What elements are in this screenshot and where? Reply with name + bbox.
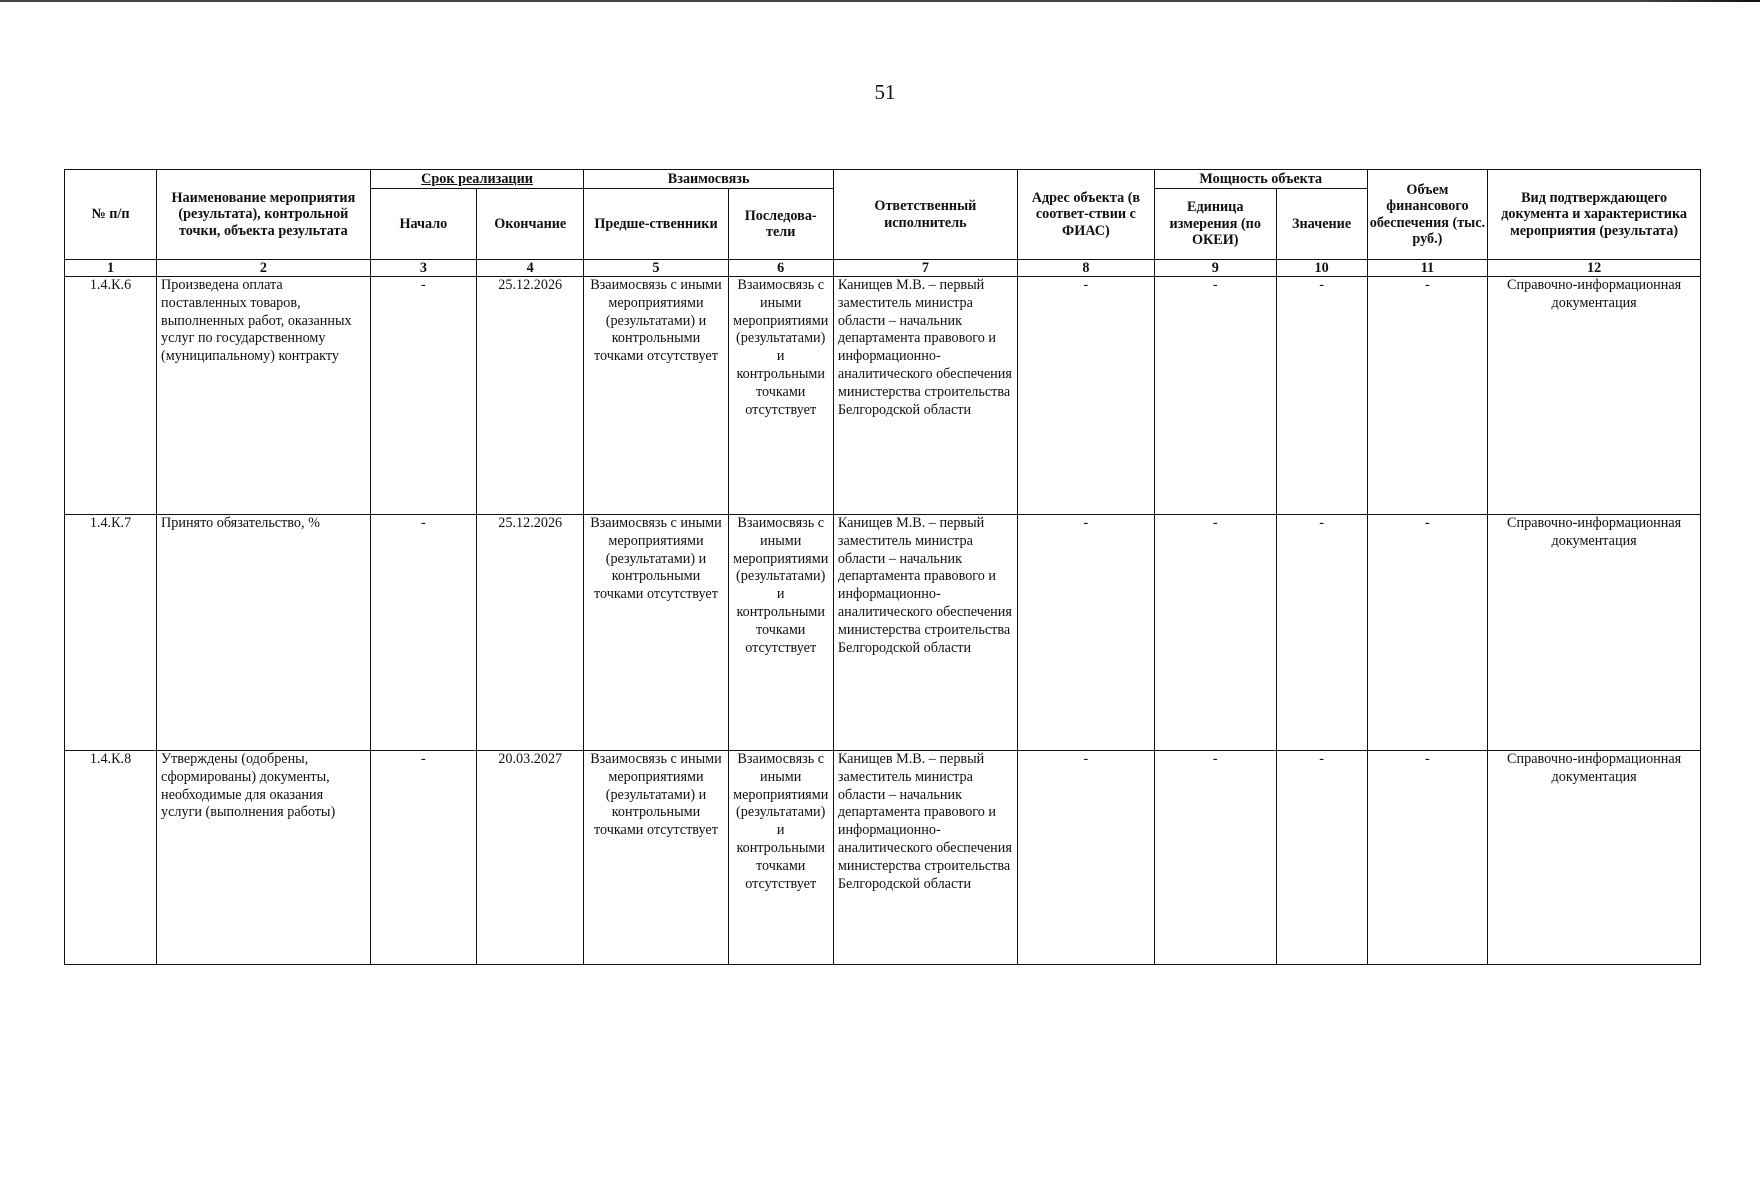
header-term-end: Окончание <box>477 189 584 260</box>
column-number: 12 <box>1488 260 1701 277</box>
row-value: - <box>1276 515 1367 751</box>
plan-table <box>64 169 1701 965</box>
table-row <box>65 751 1701 965</box>
header-name: Наименование мероприятия (результата), контрольной точки, объекта результата <box>157 170 371 260</box>
row-start: - <box>370 751 476 965</box>
header-link-prev: Предше-ственники <box>584 189 728 260</box>
column-number: 2 <box>157 260 371 277</box>
header-finance: Объем финансового обеспечения (тыс. руб.) <box>1367 170 1488 260</box>
header-power-group: Мощность объекта <box>1154 170 1367 189</box>
row-next: Взаимосвязь с иными мероприятиями (результатами) и контрольными точками отсутствует <box>728 751 833 965</box>
row-next: Взаимосвязь с иными мероприятиями (результатами) и контрольными точками отсутствует <box>728 515 833 751</box>
row-unit: - <box>1154 515 1276 751</box>
row-start: - <box>370 515 476 751</box>
row-finance: - <box>1367 751 1488 965</box>
row-name: Произведена оплата поставленных товаров, выполненных работ, оказанных услуг по государственному (муниципальному) контракту <box>157 277 371 515</box>
row-doc: Справочно-информационная документация <box>1488 277 1701 515</box>
row-code: 1.4.К.6 <box>65 277 157 515</box>
row-responsible: Канищев М.В. – первый заместитель министра области – начальник департамента правового и информационно-аналитического обеспечения министерства строительства Белгородской области <box>833 751 1017 965</box>
row-prev: Взаимосвязь с иными мероприятиями (результатами) и контрольными точками отсутствует <box>584 751 728 965</box>
header-responsible: Ответственный исполнитель <box>833 170 1017 260</box>
row-prev: Взаимосвязь с иными мероприятиями (результатами) и контрольными точками отсутствует <box>584 515 728 751</box>
row-code: 1.4.К.8 <box>65 751 157 965</box>
row-end: 25.12.2026 <box>477 515 584 751</box>
row-value: - <box>1276 751 1367 965</box>
page-number: 51 <box>874 80 896 104</box>
row-doc: Справочно-информационная документация <box>1488 751 1701 965</box>
scan-top-edge <box>0 0 1760 2</box>
row-address: - <box>1017 751 1154 965</box>
table-row <box>65 277 1701 515</box>
row-end: 20.03.2027 <box>477 751 584 965</box>
header-value: Значение <box>1276 189 1367 260</box>
column-number: 6 <box>728 260 833 277</box>
row-end: 25.12.2026 <box>477 277 584 515</box>
column-number: 5 <box>584 260 728 277</box>
row-name: Утверждены (одобрены, сформированы) документы, необходимые для оказания услуги (выполнения работы) <box>157 751 371 965</box>
row-unit: - <box>1154 751 1276 965</box>
header-address: Адрес объекта (в соответ-ствии с ФИАС) <box>1017 170 1154 260</box>
column-number: 4 <box>477 260 584 277</box>
row-responsible: Канищев М.В. – первый заместитель министра области – начальник департамента правового и информационно-аналитического обеспечения министерства строительства Белгородской области <box>833 277 1017 515</box>
column-number: 7 <box>833 260 1017 277</box>
row-code: 1.4.К.7 <box>65 515 157 751</box>
header-num: № п/п <box>65 170 157 260</box>
column-number: 8 <box>1017 260 1154 277</box>
row-finance: - <box>1367 277 1488 515</box>
row-value: - <box>1276 277 1367 515</box>
column-number: 9 <box>1154 260 1276 277</box>
header-link-next: Последова-тели <box>728 189 833 260</box>
row-start: - <box>370 277 476 515</box>
row-name: Принято обязательство, % <box>157 515 371 751</box>
column-number: 1 <box>65 260 157 277</box>
row-next: Взаимосвязь с иными мероприятиями (результатами) и контрольными точками отсутствует <box>728 277 833 515</box>
row-address: - <box>1017 277 1154 515</box>
row-unit: - <box>1154 277 1276 515</box>
header-doc: Вид подтверждающего документа и характеристика мероприятия (результата) <box>1488 170 1701 260</box>
row-responsible: Канищев М.В. – первый заместитель министра области – начальник департамента правового и информационно-аналитического обеспечения министерства строительства Белгородской области <box>833 515 1017 751</box>
header-term-group: Срок реализации <box>370 170 584 189</box>
row-address: - <box>1017 515 1154 751</box>
row-doc: Справочно-информационная документация <box>1488 515 1701 751</box>
header-link-group: Взаимосвязь <box>584 170 833 189</box>
header-term-start: Начало <box>370 189 476 260</box>
column-number: 11 <box>1367 260 1488 277</box>
column-number: 10 <box>1276 260 1367 277</box>
column-number: 3 <box>370 260 476 277</box>
table-row <box>65 515 1701 751</box>
row-prev: Взаимосвязь с иными мероприятиями (результатами) и контрольными точками отсутствует <box>584 277 728 515</box>
header-unit: Единица измерения (по ОКЕИ) <box>1154 189 1276 260</box>
row-finance: - <box>1367 515 1488 751</box>
